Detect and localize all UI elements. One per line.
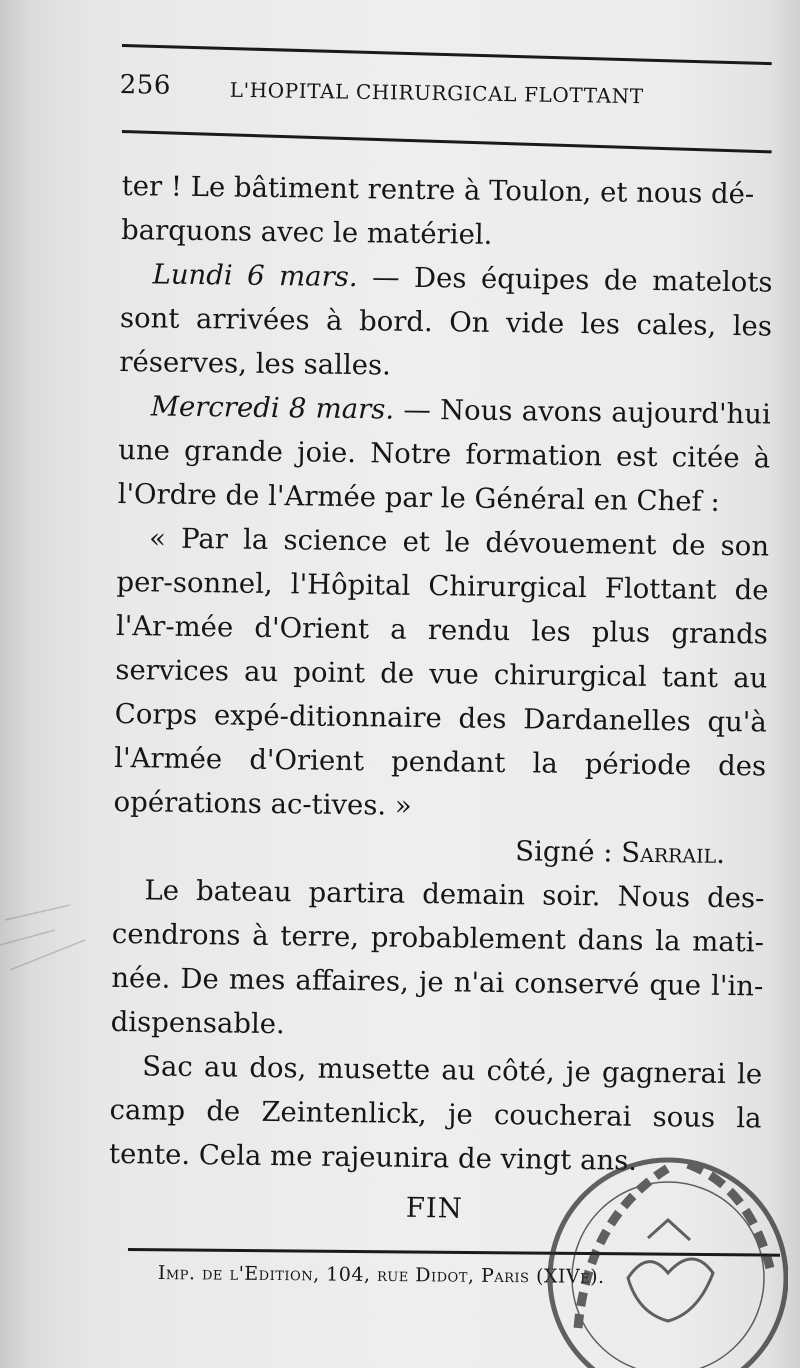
header-top-rule <box>122 44 772 65</box>
paragraph-monday <box>119 252 773 393</box>
body-text <box>108 164 774 1234</box>
paragraph-closing: Sac au dos, musette au côté, je gagnerai le camp de Zeintenlick, je coucherai sous la tente. Cela me rajeunira de vingt ans. <box>108 1050 763 1177</box>
wednesday-text: — Nous avons aujourd'hui une grande joie. Notre formation est citée à l'Ordre de l'Armée par le Général en Chef : <box>117 393 771 518</box>
dateline-monday: Lundi 6 mars. <box>152 258 358 294</box>
continuation-line-2: barquons avec le matériel. <box>120 213 493 251</box>
imprint-text: Imp. de l'Edition, 104, rue Didot, Paris (XIVe). <box>157 1262 605 1288</box>
citation-quote: « Par la science et le dévouement de son per-sonnel, l'Hôpital Chirurgical Flottant de l'Ar-mée d'Orient a rendu les plus grands services au point de vue chirurgical tant au Corps expé-ditionnaire des Dardanelles qu'à l'Armée d'Orient pendant la période des opérations ac-tives. » <box>113 522 770 822</box>
page-number: 256 <box>119 70 172 101</box>
continuation-line-1: ter ! Le bâtiment rentre à Toulon, et nous dé- <box>121 169 755 211</box>
paragraph-continuation <box>121 164 774 261</box>
paragraph-departure: Le bateau partira demain soir. Nous des-cendrons à terre, probablement dans la mati-née. De mes affaires, je n'ai conservé que l'in-dispensable. <box>110 874 765 1041</box>
library-stamp-icon <box>518 1128 788 1368</box>
signature-prefix: Signé : <box>515 835 622 869</box>
header-bottom-rule <box>122 130 772 153</box>
signature-name: Sarrail. <box>621 836 726 870</box>
paragraph-wednesday <box>117 384 771 525</box>
running-title: L'HOPITAL CHIRURGICAL FLOTTANT <box>229 77 644 109</box>
monday-text: — Des équipes de matelots sont arrivées à bord. On vide les cales, les réserves, les salles. <box>119 261 773 382</box>
end-mark: FIN <box>405 1191 464 1225</box>
running-head <box>119 70 770 120</box>
margin-scratches <box>0 900 110 1120</box>
dateline-wednesday: Mercredi 8 mars. <box>150 390 395 426</box>
